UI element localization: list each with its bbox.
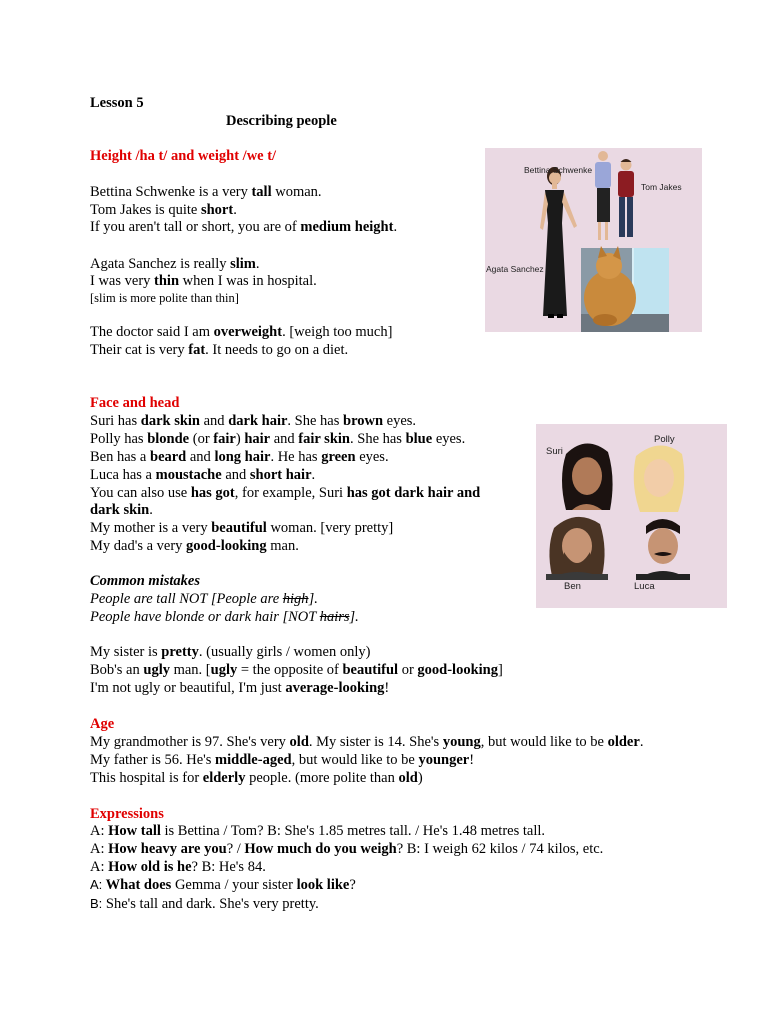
woman-figure xyxy=(595,151,611,240)
height-line-8: Their cat is very fat. It needs to go on a diet. xyxy=(90,342,349,358)
expressions-line-3: A: How old is he? B: He's 84. xyxy=(90,859,266,875)
faces-illustration-svg xyxy=(536,424,727,608)
face-line-4: Luca has a moustache and short hair. xyxy=(90,467,316,483)
expressions-line-5: B: She's tall and dark. She's very pretty. xyxy=(90,896,319,912)
lesson-number: Lesson 5 xyxy=(90,95,144,111)
height-illustration-svg xyxy=(485,148,702,332)
height-line-5: I was very thin when I was in hospital. xyxy=(90,273,317,289)
height-line-7: The doctor said I am overweight. [weigh too much] xyxy=(90,324,393,340)
height-line-1: Bettina Schwenke is a very tall woman. xyxy=(90,184,322,200)
tom-figure xyxy=(618,159,634,237)
page-title: Describing people xyxy=(226,113,337,129)
height-heading: Height /ha t/ and weight /we t/ xyxy=(90,148,277,164)
age-line-2: My father is 56. He's middle-aged, but would like to be younger! xyxy=(90,752,475,768)
polly-face xyxy=(634,445,685,512)
height-illustration xyxy=(485,148,702,332)
face-line-7: My mother is a very beautiful woman. [very pretty] xyxy=(90,520,394,536)
age-line-3: This hospital is for elderly people. (more polite than old) xyxy=(90,770,423,786)
ben-face xyxy=(546,517,608,580)
expressions-line-1: A: How tall is Bettina / Tom? B: She's 1.85 metres tall. / He's 1.48 metres tall. xyxy=(90,823,546,839)
face-line-2: Polly has blonde (or fair) hair and fair skin. She has blue eyes. xyxy=(90,431,466,447)
label-polly: Polly xyxy=(654,434,675,445)
face-line-8: My dad's a very good-looking man. xyxy=(90,538,299,554)
label-agata: Agata Sanchez xyxy=(486,264,544,274)
label-tom: Tom Jakes xyxy=(641,182,682,192)
face-line-1: Suri has dark skin and dark hair. She has brown eyes. xyxy=(90,413,417,429)
height-line-3: If you aren't tall or short, you are of medium height. xyxy=(90,219,398,235)
expressions-line-2: A: How heavy are you? / How much do you weigh? B: I weigh 62 kilos / 74 kilos, etc. xyxy=(90,841,604,857)
label-suri: Suri xyxy=(546,446,563,457)
luca-face xyxy=(636,519,690,580)
expressions-heading: Expressions xyxy=(90,806,164,822)
height-note: [slim is more polite than thin] xyxy=(90,291,239,305)
height-line-4: Agata Sanchez is really slim. xyxy=(90,256,260,272)
label-ben: Ben xyxy=(564,581,581,592)
mistakes-line-5: I'm not ugly or beautiful, I'm just average-looking! xyxy=(90,680,390,696)
face-heading: Face and head xyxy=(90,395,180,411)
faces-illustration xyxy=(536,424,727,608)
label-luca: Luca xyxy=(634,581,655,592)
age-line-1: My grandmother is 97. She's very old. My sister is 14. She's young, but would like to be older. xyxy=(90,734,644,750)
face-line-3: Ben has a beard and long hair. He has green eyes. xyxy=(90,449,389,465)
mistakes-heading: Common mistakes xyxy=(90,573,200,589)
face-line-5: You can also use has got, for example, Suri has got dark hair and xyxy=(90,485,481,501)
mistakes-line-2: People have blonde or dark hair [NOT hairs]. xyxy=(90,609,359,625)
mistakes-line-4: Bob's an ugly man. [ugly = the opposite of beautiful or good-looking] xyxy=(90,662,503,678)
mistakes-line-1: People are tall NOT [People are high]. xyxy=(90,591,318,607)
bettina-figure xyxy=(540,167,577,318)
face-line-6: dark skin. xyxy=(90,502,153,518)
mistakes-line-3: My sister is pretty. (usually girls / women only) xyxy=(90,644,371,660)
label-bettina: Bettina Schwenke xyxy=(524,165,593,175)
expressions-line-4: A: What does Gemma / your sister look like? xyxy=(90,877,356,893)
suri-face xyxy=(562,443,613,510)
age-heading: Age xyxy=(90,716,115,732)
height-line-2: Tom Jakes is quite short. xyxy=(90,202,237,218)
